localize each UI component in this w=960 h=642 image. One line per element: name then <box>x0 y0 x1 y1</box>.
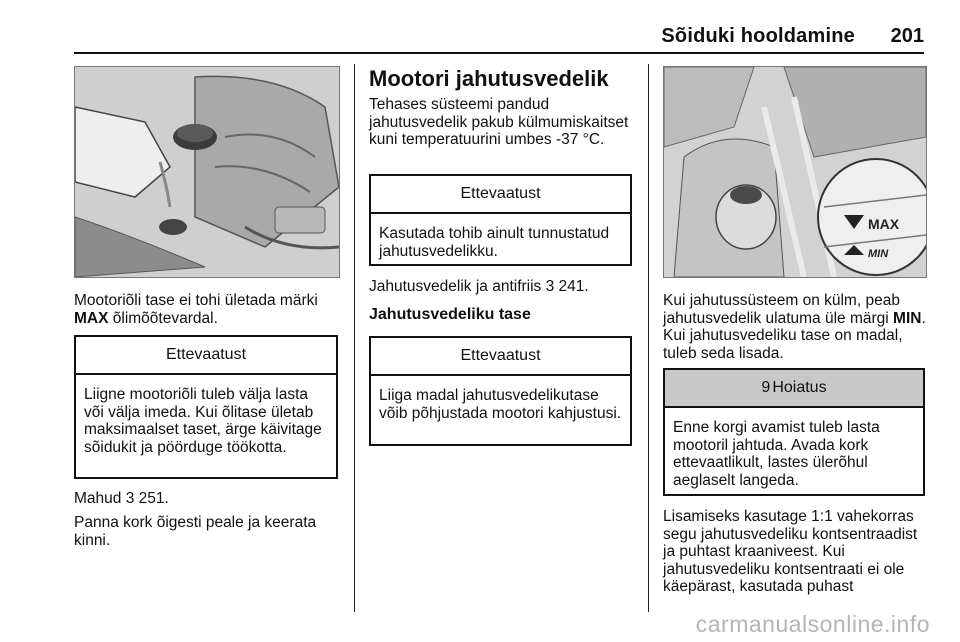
warning-box-title <box>665 370 923 408</box>
warning-title-text: Hoiatus <box>772 379 827 396</box>
column-divider-1 <box>354 64 355 612</box>
capacity-label: Mahud <box>74 490 122 507</box>
max-mark-label: MAX <box>868 216 900 232</box>
coolant-level-text-b: . Kui jahutusvedeliku tase on madal, tuleb seda lisada. <box>663 309 926 362</box>
warning-box-body: Enne korgi avamist tuleb lasta mootoril jahtuda. Avada kork ettevaatlikult, lastes ülerõhul aeglaselt langeda. <box>673 419 880 489</box>
mixing-instruction-text: Lisamiseks kasutage 1:1 vahekorras segu jahutusvedeliku kontsentraadist ja puhtast kraaniveest. Kui jahutusvedeliku kontsentraati ei ole käepärast, kasutada puhast <box>663 508 918 595</box>
coolant-reservoir-figure <box>663 66 927 278</box>
column-divider-2 <box>648 64 649 612</box>
caution-box-body: Liiga madal jahutusvedelikutase võib põhjustada mootori kahjustusi. <box>379 387 622 422</box>
coolant-level-text-a: Kui jahutussüsteem on külm, peab jahutusvedelik ulatuma üle märgi <box>663 292 900 327</box>
caution-box-title: Ettevaatust <box>371 338 630 376</box>
caution-box-title: Ettevaatust <box>371 176 630 214</box>
header-rule <box>74 52 924 54</box>
section-title: Sõiduki hooldamine <box>661 25 855 47</box>
min-mark-label: MIN <box>868 248 889 260</box>
coolant-heading: Mootori jahutusvedelik <box>369 66 609 91</box>
coolant-intro-text: Tehases süsteemi pandud jahutusvedelik pakub külmumiskaitset kuni temperatuurini umbes -37 °C. <box>369 96 629 148</box>
antifreeze-label: Jahutusvedelik ja antifriis <box>369 278 542 295</box>
oil-level-text-b: õlimõõtevardal. <box>108 309 218 327</box>
max-label: MAX <box>74 309 109 327</box>
watermark: carmanualsonline.info <box>695 611 930 637</box>
oil-level-text <box>74 292 344 327</box>
coolant-level-subheading: Jahutusvedeliku tase <box>369 306 531 323</box>
coolant-level-text <box>663 292 933 362</box>
caution-box-title: Ettevaatust <box>76 337 336 375</box>
cap-instruction-text: Panna kork õigesti peale ja keerata kinni. <box>74 514 317 549</box>
page-number: 201 <box>890 25 924 47</box>
warning-icon: 9 <box>761 379 771 396</box>
capacity-page-ref[interactable]: 3 251. <box>125 490 169 507</box>
antifreeze-reference <box>369 278 637 296</box>
caution-box-coolant-type <box>369 174 632 266</box>
antifreeze-page-ref[interactable]: 3 241. <box>545 278 589 295</box>
warning-box-cap <box>663 368 925 496</box>
min-label: MIN <box>893 309 922 327</box>
capacity-reference <box>74 490 344 508</box>
engine-oil-figure <box>74 66 340 278</box>
caution-box-coolant-level <box>369 336 632 446</box>
page-header <box>0 0 960 56</box>
caution-box-body: Kasutada tohib ainult tunnustatud jahutusvedelikku. <box>379 225 610 260</box>
oil-level-text-a: Mootoriõli tase ei tohi ületada märki <box>74 292 318 309</box>
caution-box-body: Liigne mootoriõli tuleb välja lasta või välja imeda. Kui õlitase ületab maksimaalset taset, ärge käivitage sõidukit ja pöörduge töökotta. <box>84 386 322 456</box>
caution-box-oil <box>74 335 338 479</box>
